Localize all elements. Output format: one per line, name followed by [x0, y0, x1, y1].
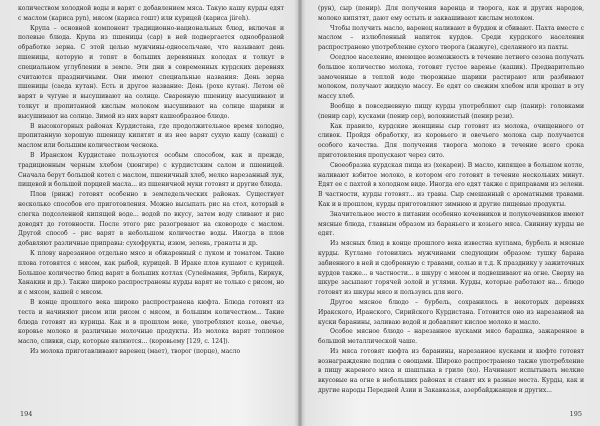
paragraph: В конце прошлого века широко распространена кюфта. Блюда готовят из теста и начиняют рисом или рисом с мясом, и большим количеством... Такие блюда готовят из курицы. Как и в прошлом веке, употребляют козье, овечье, коровье молоко и различные молочные продукты. Из молока варят топленое масло, сливки, сыр, которые являются... (коровьему [129, с. 124]).: [18, 298, 284, 346]
paragraph: Другое мясное блюдо – бурбель, сохранилось в некоторых деревнях Иракского, Иранского, Сирийского Курдистана. Готовится оно из нарезанной на куски баранины, заливаю водой и добавляют кислое молоко и масло.: [318, 298, 584, 326]
paragraph: Чтобы получить масло, варенец наливают в бурдюк и сбивают. Пахта вместе с маслом – излюбленный напиток курдов. Среди курдского населения распространено употребление сухого творога (жажуге), сделанного из пахты.: [318, 24, 584, 52]
right-page: [302, 0, 600, 426]
paragraph: количеством холодной воды и варят с добавлением мяса. Такую кашу курды едят с маслом (кариса руn), мясом (кариса гошт) или курицей (кариса jiiгeh).: [18, 5, 284, 22]
paragraph: Оседлое население, имеющее возможность в течение летнего сезона получать большое количество молока, готовят густое варенье (кашик). Предварительно замоченные в теплой воде творожные шарики растирают или разбивают молоком, получают жидкую массу. Ее едят со свежим хлебом или крошат в эту массу хлеб.: [318, 53, 584, 101]
paragraph: Из молока приготавливают варенец (мает), творог (порце), масло: [30, 347, 241, 355]
paragraph: Крупа – основной компонент традиционно-национальных блюд, включая и полевые блюда. Крупа из пшеницы (сар) в ней подвергается однообразной обработке зерна. С этой целью мужчины-односельчане, что называют день пшеницы, которую и топят в больших деревянных колодах и толкут в специальном углублении в земле. Эти дни в современных курдских деревнях считаются праздничными. Они имеют специальные названия: День зерна пшеницы (саеда кутан). Есть и другое название: День (рохе кутан). Летом её варят в чугуне и высушивают на солнце. Сваренную пшеницу высушивают и толкут и пропитанной кислым молоком высушивают на солнце шарики и высушивают на солнце. Зимой из них варят кашеобразное блюдо.: [18, 24, 284, 120]
paragraph: В высокогорных районах Курдистана, где продолжительное время холодно, пропитанную хорошую пшеницу кипятят и из нее варят сухую кашу (саваш) с маслом или большим количеством чеснока.: [18, 122, 284, 150]
paragraph: Значительное место в питании особенно кочевников и полукочевников имеют мясные блюда, главным образом из бараньего и козьего мяса. Свинину курды не едят.: [318, 210, 584, 238]
paragraph: В Иранском Курдистане пользуются особым способом, как и прежде, традиционным черным хлебом (хюнгире) с курдистским салом и пшеницей. Сначала берут большой котел с маслом, пшеничный хлеб, мелко нарезанный лук, пищевой и большой порцией масла... из пшеничной муки готовят и другие блюда.: [18, 151, 284, 189]
left-page-text: [18, 4, 284, 357]
page-number: 194: [20, 410, 33, 418]
paragraph: К плову нарезанное отдельно мясо и обжаренный с луком и томатом. Такие плова готовятся с мясом, как рыбой, курицей. В Ираке плов кушают с курицей. Большое количество блюд варят в больших котлах (Сулеймания, Эрбиль, Киркук, Ханакин и др.). Также широко распространены курды варят не только с рисом, но и с мясом, кашей с мясом.: [18, 249, 284, 297]
paragraph: Из мясных блюд в конце прошлого века известна кутлама, бурбель и мясные курды. Кутламе готовились мужчинами следующим образом: тушку барана забиенного в ней и сдобренную с травами, солью и т.д. К празднику у зажиточных курдов также... в частности... в шкуру с мясом и подвешивают на огне. Сверху на шкуре засыпают горячей золой и углями. Курды, которые работают на... блюдо готовят из шкуры мясо и пользуясь для него.: [318, 240, 584, 297]
paragraph: Как правило, курдские женщины сыр готовят из молока, очищенного от сливок. Пройдя обработку, из коровьего и овечьего молока сыр получается особого качества. Для получения творога молоко в течение всего срока приготовления пропускают через сито.: [318, 122, 584, 159]
right-page-text: [318, 4, 584, 396]
page-number: 195: [569, 410, 582, 418]
paragraph: Особое мясное блюдо – нарезанное кусками мясо барашка, зажаренное в большой металлической чаше.: [318, 328, 584, 346]
paragraph: Вообще в повседневную пищу курды употребляют сыр (панир): головками (пенир сар), кусками (пенир сер), волокнистый (пенир рези).: [318, 102, 584, 120]
paragraph: Плов (ринж) готовят особенно в земледельческих районах. Существует несколько способов его приготовления. Можно высыпать рис на стол, который в слегка подсоленной кипящей воде... водой по вкусу, затем воду сливают и рис доводят до готовности. После этого рис разогревают на сковороде с маслом. Другой способ – рис варят в небольшом количестве воды. Иногда в плов добавляют различные приправы: сухофрукты, изюм, зелень, гранаты и др.: [18, 191, 284, 248]
paragraph: (рун), сыр (пенир). Для получения варенца и творога, как и других народов, молоко кипятят, дают ему остыть и заквашивают кислым молоком.: [318, 5, 584, 22]
paragraph: Из мяса готовят кюфта из баранины, нарезанное кусками и кюфте готовят вознаграждение подлив с овощами. Широко распространено также употребление в пищу жареного мяса и шашлыка в гриле (хо). Начинают испытывать мелкие вкусовые на огне в небольших районах и ставят их в разные места. Курды, как и другие народы Передней Азии и Закавказья, азербайджанцев и других...: [318, 347, 584, 395]
left-page: [0, 0, 298, 426]
paragraph: Своеобразна курдская пища из (хекареи). В масло, кипящее в большом котле, наливают взбитое молоко, в котором его готовят в течение нескольких минут. Едят ее с пахтой в холодном виде. Иногда его едят также с приправами из зелени. В частности, курды готовят... из травы. Сыр смешанный с ароматными травами. Как и в прошлом, курды приготовляют зимнюю и другие пищевые продукты.: [318, 161, 584, 208]
